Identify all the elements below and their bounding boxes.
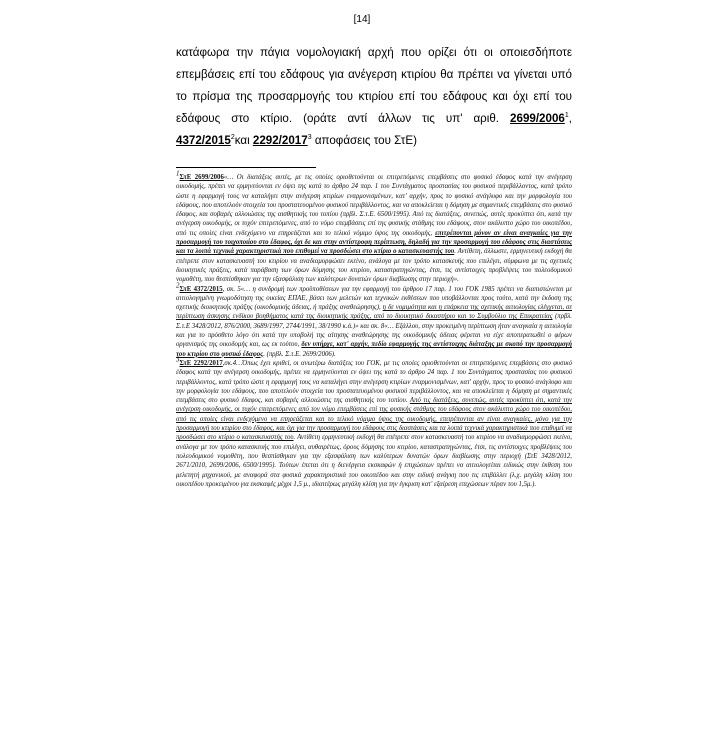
footnote-ref-2: 2 xyxy=(230,134,235,142)
footnote-3-number: 3 xyxy=(176,355,180,364)
footnote-1-text-a: «… Οι διατάξεις αυτές, με τις οποίες οριοθετούνται οι επιτρεπόμενες επεμβάσεις στο φυσικό έδαφος κατά την ανέγερση οικοδομής, πρέπει να ερμηνεύονται εν όψει της κατά το άρθρο 24 παρ. 1 του Συντάγματος προστασίας του φυσικού περιβάλλοντος, κατά τρόπο ώστε η εφαρμογή τους να καταλήγει στην ανέγερση κτιρίων εναρμονισμένων, κατ' αρχήν, προς το φυσικό ανάγλυφο και την μορφολογία του εδάφους, που αποτελούν στοιχεία του προστατευομένου φυσικού περιβάλλοντος, και να αποκλείεται η δόμηση με σημαντικές επεμβάσεις στο φυσικό έδαφος, και σοβαρές αλλοιώσεις της αισθητικής του τοπίου (πρβλ. Σ.τ.Ε. 6500/1995). Από τις διατάξεις, συνεπώς, αυτές προκύπτει ότι, κατά την ανέγερση οικοδομής, οι τυχόν επιτρεπόμενες, από το νόμο επεμβάσεις επί της φυσικής στάθμης του εδάφους, στον ακάλυπτο χώρο του οικοπέδου, από τις οποίες είναι ενδεχόμενο να επηρεάζεται και το τελικό νόμιμο ύψος της οικοδομής, xyxy=(176,174,572,237)
footnote-1-text-b: . Αντίθετη, άλλωστε, ερμηνευτική εκδοχή θα επέτρεπε στον κατασκευαστή του κτιρίου να αναδιαμορφώσει εκείνο, ανάλογα με τον τρόπο κατασκευής που επιλέγει, σύμφωνα με τις σχετικές διοικητικές πράξεις, κατά παράβαση των όρων δόμησης του κτιρίου, καταστρατηγώντας, έτσι, τις αντίστοιχες προβλέψεις του πολεοδομικού νομοθέτη, που θεσπίσθηκαν για την εξασφάλιση των καλύτερων δυνατών όρων διαβίωσης στην περιοχή». xyxy=(176,248,572,284)
ref-2699-2006: 2699/2006 xyxy=(510,112,565,125)
ref-4372-2015: 4372/2015 xyxy=(176,134,231,147)
footnote-separator xyxy=(176,167,316,168)
separator-1: , xyxy=(568,112,572,125)
separator-2: και xyxy=(234,134,253,147)
footnote-ref-3: 3 xyxy=(307,134,312,142)
footnote-2 xyxy=(176,281,573,359)
footnote-2-text-b: (πρβλ. Σ.τ.Ε 3428/2012, 876/2000, 3689/1997, 2744/1991, 38/1990 κ.ά.)» και σκ. 8«… Εξάλλου, στην προκειμένη περίπτωση ήταν αναγκαία η αιτιολογία και για το πρόσθετο λόγο ότι κατά την υποβολή της αίτησης αναθεώρησης της οικοδομικής άδειας φέρεται να είχε αποπερατωθεί ο φέρων οργανισμός της οικοδομής και, ως εκ τούτου, xyxy=(176,313,572,349)
footnote-1-number: 1 xyxy=(176,169,180,178)
footnote-1-label: ΣτΕ 2699/2006 xyxy=(179,174,224,181)
footnotes xyxy=(176,169,573,489)
footnote-3-label: ΣτΕ 2292/2017 xyxy=(179,359,223,367)
footnote-ref-1: 1 xyxy=(564,112,569,120)
footnote-2-text-a: , σκ. 5«… η συνδρομή των προϋποθέσεων για την εφαρμογή του άρθρου 17 παρ. 1 του ΓΟΚ 1985 πρέπει να διαπιστώνεται με αιτιολογημένη γνωμοδότηση της οικείας ΕΠΑΕ, βάσει των μελετών και τεχνικών εκθέσεων που υποβάλλονται προς τούτο, κατά την έκδοση της σχετικής διοικητικής πράξης (οικοδομικής άδειας, ή πράξης αναθεώρησης), xyxy=(176,285,572,312)
footnote-1-emphasis: επιτρέπονται μόνον αν είναι αναγκαίες για την προσαρμογή του τοιχοποιίου στο έδαφος, όχι δε και στην αντίστροφη περίπτωση, δηλαδή για την προσαρμογή του εδάφους στις διαστάσεις και τα λοιπά τεχνικά χαρακτηριστικά που επιθυμεί να προσδώσει στο κτίριο ο κατασκευαστής του xyxy=(176,229,572,256)
footnote-2-emphasis-b: δεν υπήρχε, κατ' αρχήν, πεδίο εφαρμογής της αντίστοιχης διάταξης με σκοπό την προσαρμογή του κτιρίου στο φυσικό έδαφος xyxy=(176,341,572,358)
footnote-2-label: ΣτΕ 4372/2015 xyxy=(179,285,223,293)
main-paragraph xyxy=(176,42,572,152)
footnote-2-number: 2 xyxy=(176,281,180,290)
ref-2292-2017: 2292/2017 xyxy=(252,134,308,147)
footnote-2-text-c: . (πρβλ. Σ.τ.Ε. 2699/2006). xyxy=(263,350,336,358)
footnote-3-text-b: . Αντίθετη ερμηνευτική εκδοχή θα επέτρεπε στον κατασκευαστή του κτιρίου να αναδιαμορφώσει εκείνο, ανάλογα με τον τρόπο κατασκευής που επιλέγει, αυθαιρέτως, όρους δόμησης του κτιρίου, καταστρατηγώντας, έτσι, τις αντίστοιχες προβλέψεις του πολεοδομικού νομοθέτη, που θεσπίσθηκαν για την εξασφάλιση των καλύτερων δυνατών όρων διαβίωσης στην περιοχή (ΣτΕ 3428/2012, 2671/2010, 2699/2006, 6500/1995). Τούτων έπεται ότι η διενέργεια εκσκαφών ή επιχώσεων πρέπει να αιτιολογείται ειδικώς στην έκθεση του μελετητή μηχανικού, με αναφορά στα φυσικά χαρακτηριστικά του οικοπέδου και στην ειδική ανάγκη που τις επιβάλλει (λ.χ. μεγάλη κλίση του οικοπέδου προκειμένου για εκσκαφές μέχρι 1,5 μ., ιδιαιτέρως μεγάλη κλίση για την έγκριση κατ' εξαίρεση επιχώσεων πέραν του 1,5μ.). xyxy=(176,434,572,488)
footnote-2-emphasis-a: η δε νομιμότητα και η επάρκεια της σχετικής αιτιολογίας ελέγχεται, σε περίπτωση άσκησης ενδίκου βοηθήματος κατά της διοικητικής πράξης, από το διοικητικό δικαστήριο και το Συμβούλιο της Επικρατείας xyxy=(176,304,573,321)
paragraph-lead: κατάφωρα την πάγια νομολογιακή αρχή που ορίζει ότι οι οποιεσδήποτε επεμβάσεις επί του εδάφους για ανέγερση κτιρίου θα πρέπει να γίνεται υπό το πρίσμα της προσαρμογής του κτιρίου επί του εδάφους και όχι επί του εδάφους στο κτίριο. (οράτε αντί άλλων τις υπ' αριθ. xyxy=(176,46,572,125)
paragraph-tail: αποφάσεις του ΣτΕ) xyxy=(311,134,417,147)
footnote-3-emphasis: Από τις διατάξεις, συνεπώς, αυτές προκύπτει ότι, κατά την ανέγερση οικοδομής, οι τυχόν επιτρεπόμενες από τον νόμο επεμβάσεις επί της φυσικής στάθμης του εδάφους στον ακάλυπτο χώρο του οικοπέδου, από τις οποίες είναι ενδεχόμενο να επηρεάζεται και το τελικό νόμιμο ύψος της οικοδομής, επιτρέπονται αν είναι αναγκαίες, μόνο για την προσαρμογή του κτιρίου στο έδαφος, και όχι για την προσαρμογή του εδάφους στις διαστάσεις και τα λοιπά τεχνικά χαρακτηριστικά που επιθυμεί να προσδώσει στο κτίριο ο κατασκευαστής του xyxy=(176,397,572,442)
footnote-3 xyxy=(176,355,573,489)
footnote-1 xyxy=(176,169,572,285)
page-number: [14] xyxy=(353,14,371,25)
footnote-3-text-a: ,σκ.4…Όπως έχει κριθεί, οι ανωτέρω διατάξεις του ΓΟΚ, με τις οποίες οριοθετούνται οι επιτρεπόμενες επεμβάσεις στο φυσικό έδαφος κατά την ανέγερση οικοδομής, πρέπει να ερμηνεύονται εν όψει της κατά το άρθρο 24 παρ. 1 του Συντάγματος προστασίας του φυσικού περιβάλλοντος, κατά τρόπο ώστε η εφαρμογή τους να καταλήγει στην ανέγερση κτιρίων εναρμονισμένων, κατ' αρχήν, προς το φυσικό ανάγλυφο και την μορφολογία του εδάφους, που αποτελούν στοιχεία του προστατευομένου φυσικού περιβάλλοντος, και να αποκλείεται η δόμηση με σημαντικές επεμβάσεις στο φυσικό έδαφος, και σοβαρές αλλοιώσεις της αισθητικής του τοπίου. xyxy=(176,359,573,405)
